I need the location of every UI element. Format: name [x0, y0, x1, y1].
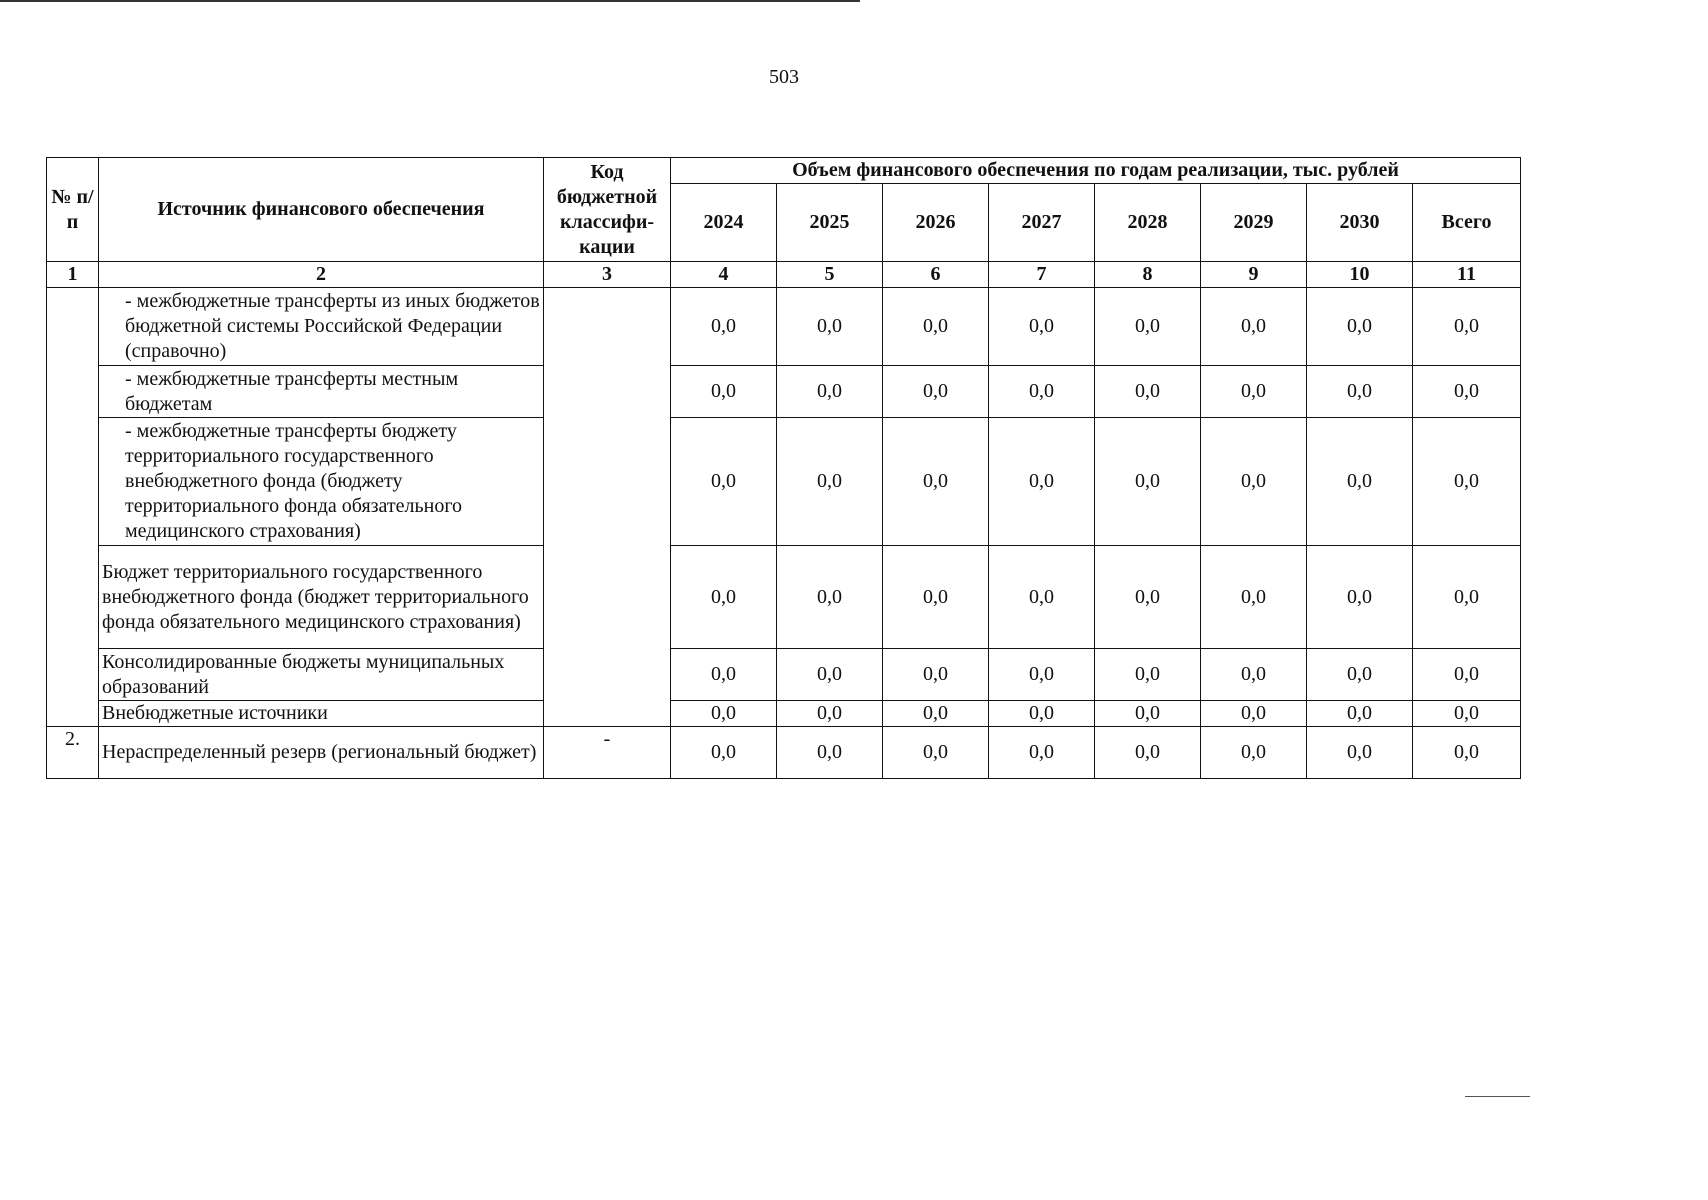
value-cell: 0,0	[671, 418, 777, 546]
value-cell: 0,0	[1307, 288, 1413, 366]
column-index: 9	[1201, 262, 1307, 288]
value-cell: 0,0	[1095, 649, 1201, 701]
total-cell: 0,0	[1413, 649, 1521, 701]
header-year: 2024	[671, 184, 777, 262]
value-cell: 0,0	[777, 418, 883, 546]
header-source: Источник финансового обеспечения	[99, 158, 544, 262]
value-cell: 0,0	[777, 288, 883, 366]
value-cell: 0,0	[883, 701, 989, 727]
value-cell: 0,0	[777, 366, 883, 418]
row-number	[47, 288, 99, 727]
header-year: 2029	[1201, 184, 1307, 262]
value-cell: 0,0	[1201, 366, 1307, 418]
value-cell: 0,0	[883, 727, 989, 779]
value-cell: 0,0	[1095, 418, 1201, 546]
column-index: 6	[883, 262, 989, 288]
value-cell: 0,0	[989, 366, 1095, 418]
value-cell: 0,0	[1095, 288, 1201, 366]
table-row	[47, 366, 1521, 418]
table-row	[47, 649, 1521, 701]
value-cell: 0,0	[989, 418, 1095, 546]
header-code: Код бюджетной классифи-кации	[544, 158, 671, 262]
header-total: Всего	[1413, 184, 1521, 262]
value-cell: 0,0	[883, 366, 989, 418]
value-cell: 0,0	[671, 727, 777, 779]
value-cell: 0,0	[1201, 418, 1307, 546]
header-year: 2026	[883, 184, 989, 262]
value-cell: 0,0	[1095, 546, 1201, 649]
value-cell: 0,0	[671, 649, 777, 701]
total-cell: 0,0	[1413, 727, 1521, 779]
value-cell: 0,0	[1201, 288, 1307, 366]
value-cell: 0,0	[989, 288, 1095, 366]
financing-table	[46, 157, 1521, 779]
value-cell: 0,0	[1201, 649, 1307, 701]
header-year: 2028	[1095, 184, 1201, 262]
value-cell: 0,0	[777, 701, 883, 727]
row-number: 2.	[47, 727, 99, 779]
total-cell: 0,0	[1413, 288, 1521, 366]
value-cell: 0,0	[883, 288, 989, 366]
value-cell: 0,0	[1095, 366, 1201, 418]
value-cell: 0,0	[1095, 727, 1201, 779]
source-cell: - межбюджетные трансферты местным бюджетам	[99, 366, 544, 418]
column-index: 7	[989, 262, 1095, 288]
table-row	[47, 288, 1521, 366]
page-number: 503	[769, 66, 799, 88]
value-cell: 0,0	[883, 418, 989, 546]
header-volume: Объем финансового обеспечения по годам реализации, тыс. рублей	[671, 158, 1521, 184]
source-cell: Нераспределенный резерв (региональный бюджет)	[99, 727, 544, 779]
column-index: 8	[1095, 262, 1201, 288]
table-row	[47, 701, 1521, 727]
budget-code-cell	[544, 288, 671, 727]
value-cell: 0,0	[989, 546, 1095, 649]
source-cell: - межбюджетные трансферты из иных бюджетов бюджетной системы Российской Федерации (справочно)	[99, 288, 544, 366]
source-cell: - межбюджетные трансферты бюджету территориального государственного внебюджетного фонда (бюджету территориального фонда обязательного медицинского страхования)	[99, 418, 544, 546]
value-cell: 0,0	[777, 546, 883, 649]
value-cell: 0,0	[777, 727, 883, 779]
value-cell: 0,0	[1307, 649, 1413, 701]
column-index: 11	[1413, 262, 1521, 288]
value-cell: 0,0	[1201, 546, 1307, 649]
bottom-rule	[1465, 1096, 1530, 1097]
value-cell: 0,0	[1095, 701, 1201, 727]
header-year: 2025	[777, 184, 883, 262]
value-cell: 0,0	[989, 701, 1095, 727]
value-cell: 0,0	[989, 649, 1095, 701]
budget-code-cell: -	[544, 727, 671, 779]
table-row	[47, 727, 1521, 779]
total-cell: 0,0	[1413, 701, 1521, 727]
header-year: 2030	[1307, 184, 1413, 262]
column-index: 3	[544, 262, 671, 288]
column-index: 10	[1307, 262, 1413, 288]
table-row	[47, 418, 1521, 546]
column-index: 4	[671, 262, 777, 288]
value-cell: 0,0	[777, 649, 883, 701]
value-cell: 0,0	[1201, 701, 1307, 727]
total-cell: 0,0	[1413, 366, 1521, 418]
value-cell: 0,0	[1307, 418, 1413, 546]
column-index: 2	[99, 262, 544, 288]
header-num: № п/п	[47, 158, 99, 262]
value-cell: 0,0	[1307, 546, 1413, 649]
value-cell: 0,0	[883, 546, 989, 649]
source-cell: Консолидированные бюджеты муниципальных образований	[99, 649, 544, 701]
value-cell: 0,0	[671, 546, 777, 649]
total-cell: 0,0	[1413, 418, 1521, 546]
source-cell: Внебюджетные источники	[99, 701, 544, 727]
value-cell: 0,0	[1307, 727, 1413, 779]
table-row	[47, 546, 1521, 649]
value-cell: 0,0	[671, 701, 777, 727]
value-cell: 0,0	[1307, 366, 1413, 418]
value-cell: 0,0	[989, 727, 1095, 779]
total-cell: 0,0	[1413, 546, 1521, 649]
value-cell: 0,0	[1307, 701, 1413, 727]
value-cell: 0,0	[671, 366, 777, 418]
value-cell: 0,0	[1201, 727, 1307, 779]
value-cell: 0,0	[883, 649, 989, 701]
column-index: 1	[47, 262, 99, 288]
value-cell: 0,0	[671, 288, 777, 366]
header-year: 2027	[989, 184, 1095, 262]
top-rule	[0, 0, 860, 2]
source-cell: Бюджет территориального государственного внебюджетного фонда (бюджет территориального фонда обязательного медицинского страхования)	[99, 546, 544, 649]
column-index: 5	[777, 262, 883, 288]
